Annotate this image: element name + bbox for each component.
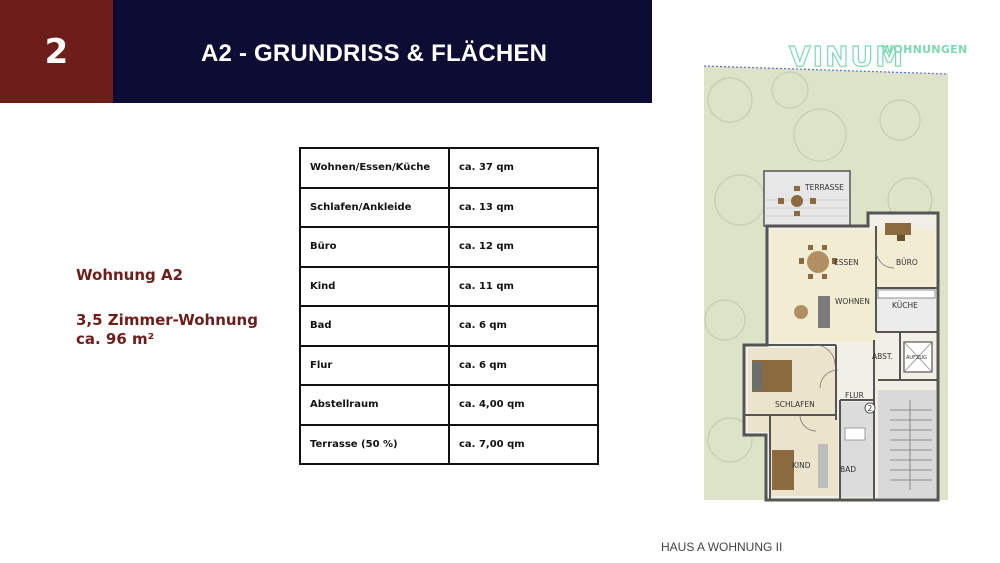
coffee-table [794,305,808,319]
room-cell: Bad [300,306,449,346]
office-desk [885,223,911,235]
page-title: A2 - GRUNDRISS & FLÄCHEN [201,40,548,67]
section-number: 2 [0,0,113,103]
dining-table [807,251,829,273]
apartment-info [76,266,258,349]
size-cell: ca. 13 qm [449,188,598,228]
size-cell: ca. 12 qm [449,227,598,267]
size-cell: ca. 37 qm [449,148,598,188]
label-flur: FLUR [845,391,864,400]
room-cell: Flur [300,346,449,386]
terrace [764,171,850,226]
label-wohnen: WOHNEN [835,297,870,306]
kitchen-counter [878,290,935,298]
room-cell: Büro [300,227,449,267]
table-row [300,306,598,346]
room-cell: Kind [300,267,449,307]
apartment-size: ca. 96 m² [76,330,155,348]
label-kind: KIND [792,461,811,470]
size-cell: ca. 6 qm [449,306,598,346]
floor-plan [700,60,970,508]
table-row [300,148,598,188]
plan-caption: HAUS A WOHNUNG II [661,540,783,554]
label-terrasse: TERRASSE [805,183,844,192]
label-abst: ABST. [872,352,893,361]
label-buero: BÜRO [896,258,918,267]
label-flur-number: 2 [867,404,873,413]
label-bad: BAD [840,465,857,474]
table-row [300,425,598,465]
table-row [300,188,598,228]
size-cell: ca. 11 qm [449,267,598,307]
table-row [300,267,598,307]
sofa [818,296,830,328]
label-essen: ESSEN [834,258,859,267]
label-kueche: KÜCHE [892,301,918,310]
title-bar [113,0,652,103]
kid-wardrobe [818,444,828,488]
size-cell: ca. 4,00 qm [449,385,598,425]
room-cell: Terrasse (50 %) [300,425,449,465]
terrace-table [791,195,803,207]
logo-brand: VINUM [789,40,906,73]
label-schlafen: SCHLAFEN [775,400,815,409]
logo-suffix: WOHNUNGEN [881,43,968,56]
room-cell: Schlafen/Ankleide [300,188,449,228]
table-row [300,346,598,386]
kid-bed [772,450,794,490]
room-cell: Abstellraum [300,385,449,425]
bath-sink [845,428,865,440]
apartment-name: Wohnung A2 [76,266,184,284]
area-table [299,147,599,465]
table-row [300,227,598,267]
size-cell: ca. 6 qm [449,346,598,386]
table-row [300,385,598,425]
label-aufzug: AUFZUG [906,355,927,361]
size-cell: ca. 7,00 qm [449,425,598,465]
room-cell: Wohnen/Essen/Küche [300,148,449,188]
apartment-type: 3,5 Zimmer-Wohnung [76,311,258,329]
